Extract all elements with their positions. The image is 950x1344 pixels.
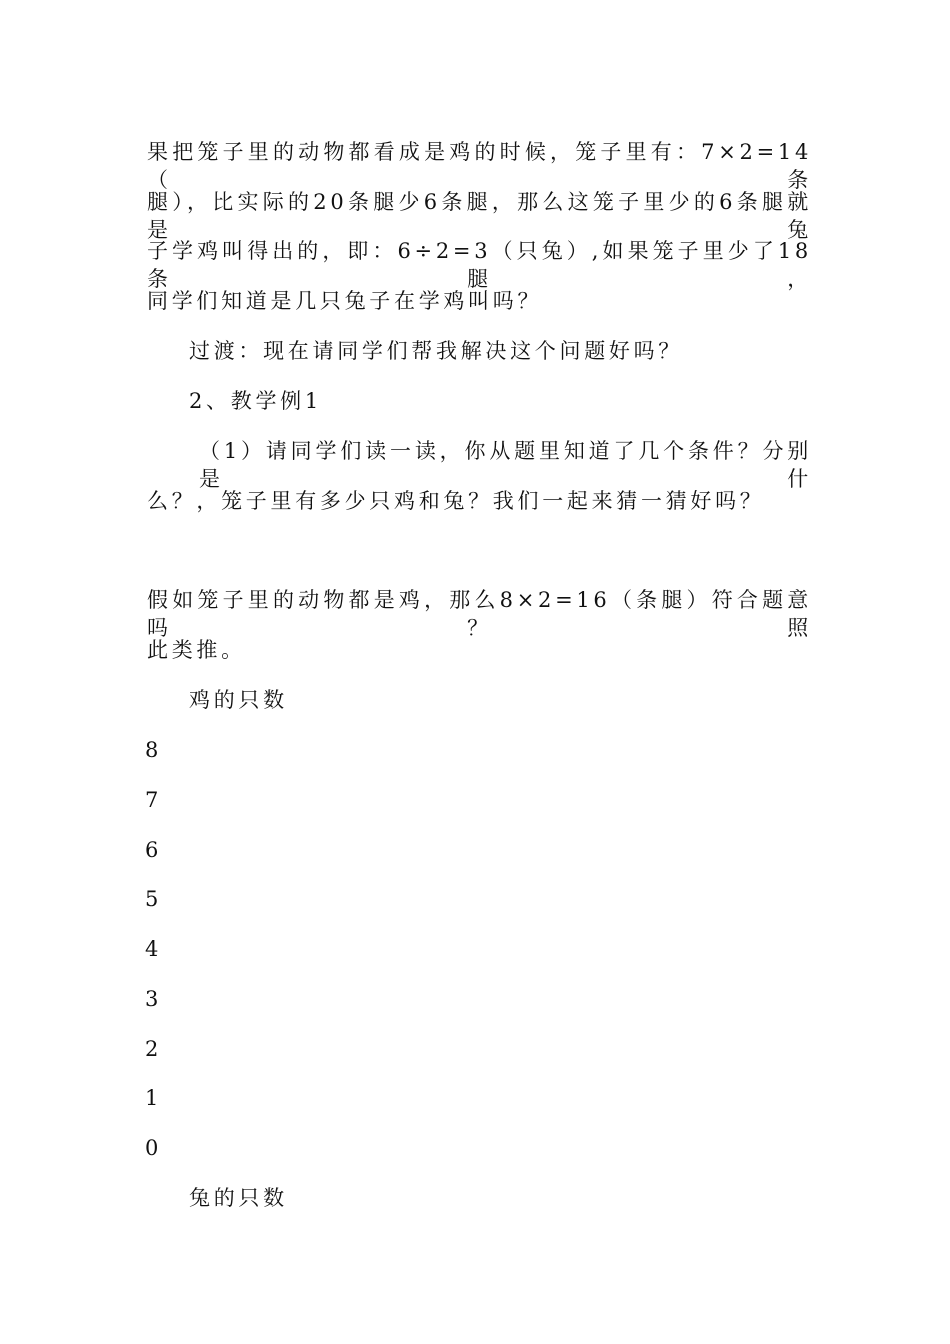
section-heading: 2、教学例1 (189, 389, 322, 413)
chicken-count-value: 1 (145, 1086, 159, 1110)
assumption-line-1: 假如笼子里的动物都是鸡，那么8×2=16（条腿）符合题意吗？照 (147, 588, 812, 640)
chicken-count-value: 4 (145, 937, 159, 961)
chicken-count-value: 0 (145, 1136, 159, 1160)
chicken-count-header: 鸡的只数 (189, 688, 288, 712)
chicken-count-value: 3 (145, 987, 159, 1011)
question-line-2: 么？，笼子里有多少只鸡和兔？我们一起来猜一猜好吗？ (147, 489, 765, 513)
chicken-count-value: 5 (145, 887, 159, 911)
chicken-count-value: 8 (145, 738, 159, 762)
chicken-count-value: 7 (145, 788, 159, 812)
paragraph-line-1: 果把笼子里的动物都看成是鸡的时候，笼子里有：7×2=14（条 (147, 140, 812, 192)
chicken-count-value: 2 (145, 1037, 159, 1061)
paragraph-line-3: 子学鸡叫得出的，即：6÷2=3（只兔）,如果笼子里少了18条腿， (147, 239, 812, 291)
transition-text: 过渡：现在请同学们帮我解决这个问题好吗？ (189, 339, 683, 363)
question-line-1: （1）请同学们读一读，你从题里知道了几个条件？分别是什 (199, 439, 812, 491)
paragraph-line-4: 同学们知道是几只兔子在学鸡叫吗？ (147, 289, 543, 313)
rabbit-count-header: 兔的只数 (189, 1186, 288, 1210)
assumption-line-2: 此类推。 (147, 638, 246, 662)
chicken-count-value: 6 (145, 838, 159, 862)
paragraph-line-2: 腿），比实际的20条腿少6条腿，那么这笼子里少的6条腿就是兔 (147, 190, 812, 242)
